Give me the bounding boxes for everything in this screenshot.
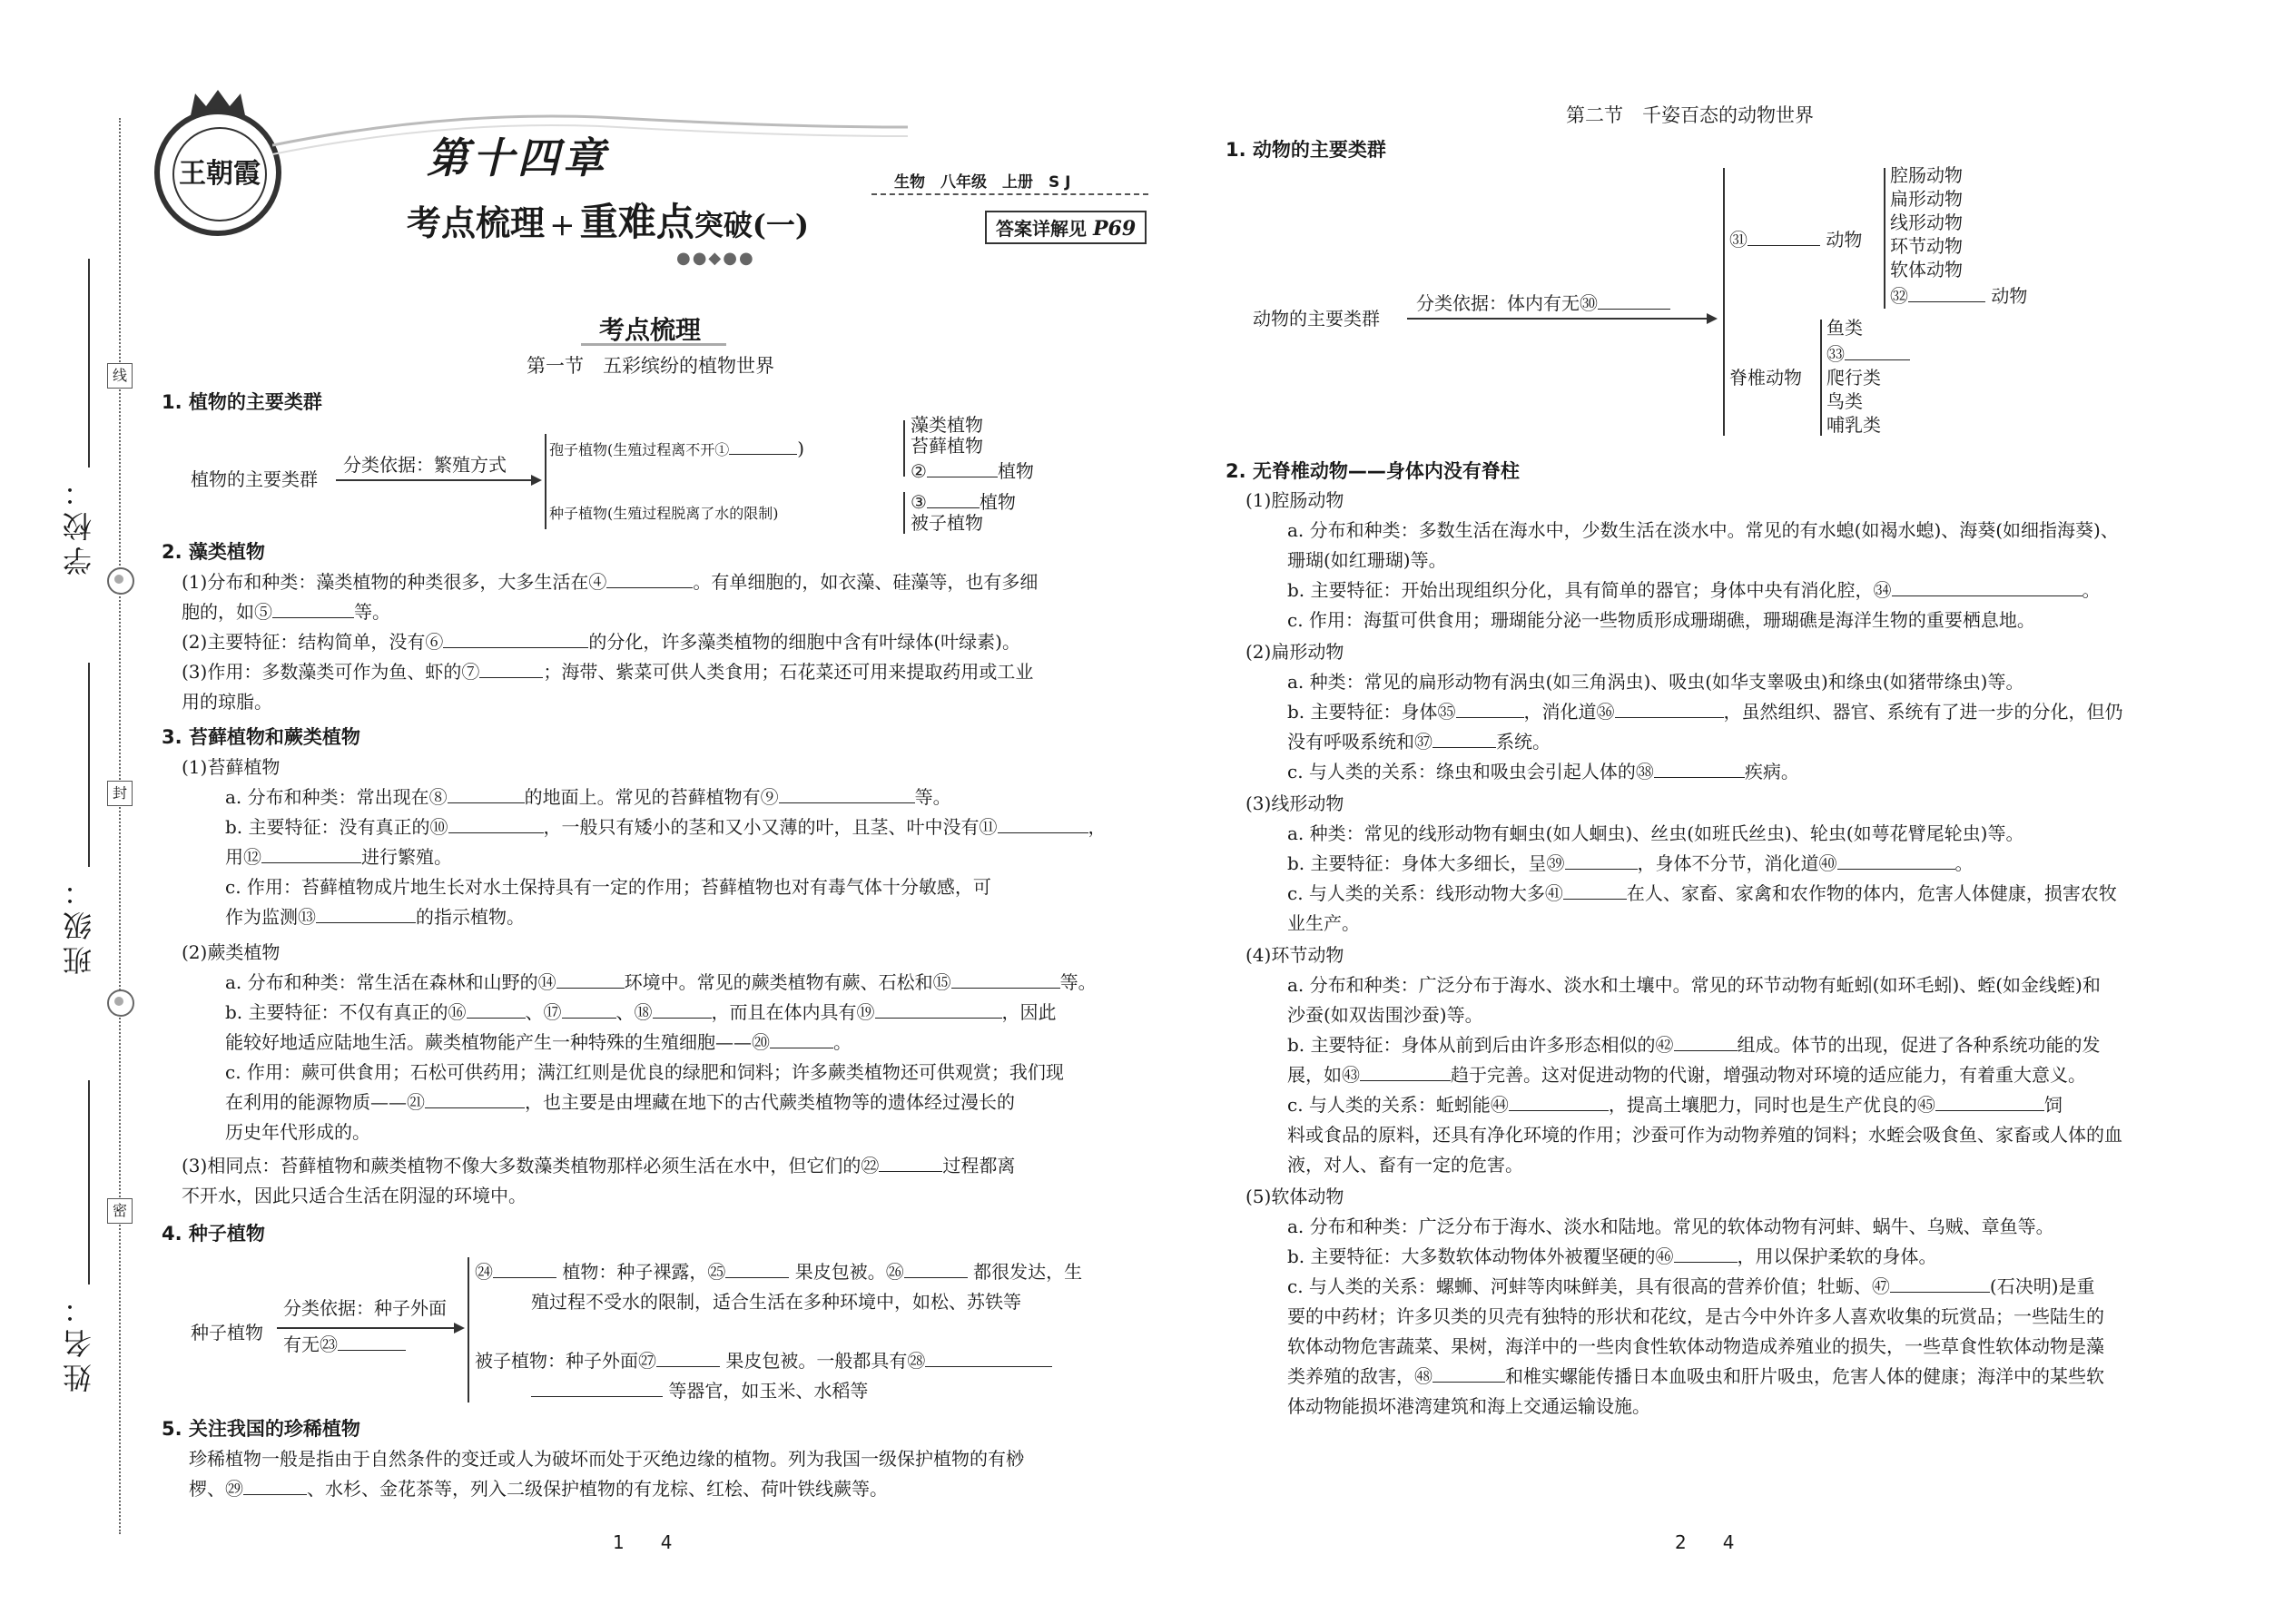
tree1-brace [545, 434, 546, 529]
tree1-seed-items: ③ 植物 被子植物 [911, 487, 1016, 534]
round-line-1: a. 种类：常见的线形动物有蛔虫(如人蛔虫)、丝虫(如班氏丝虫)、轮虫(如萼花臂尾轮虫)等。 [1287, 822, 2024, 844]
tree4-gym-1: ㉔ 植物：种子裸露，㉕ 果皮包被。㉖ 都很发达，生 [475, 1257, 1082, 1287]
coel-line-2: 珊瑚(如红珊瑚)等。 [1287, 549, 1447, 571]
heading-2: 2. 藻类植物 [162, 541, 265, 563]
answer-label: 答案详解见 [996, 218, 1087, 240]
heading-5: 5. 关注我国的珍稀植物 [162, 1418, 360, 1440]
flat-line-3: 没有呼吸系统和㊲ 系统。 [1287, 727, 1551, 757]
heading-3: 3. 苔藓植物和蕨类植物 [162, 726, 360, 748]
round-title: (3)线形动物 [1245, 792, 1344, 814]
tree-r-ver-items: 鱼类 ㉝ 爬行类 鸟类 哺乳类 [1826, 316, 1910, 437]
subtitle-b: 重难点 [579, 200, 694, 244]
algae-line-5: 用的琼脂。 [182, 691, 272, 713]
section-title: 考点梳理 [599, 315, 702, 345]
answer-page: P69 [1092, 217, 1137, 241]
class-line [88, 663, 90, 867]
ann-line-3: b. 主要特征：身体从前到后由许多形态相似的㊷ 组成。体节的出现，促进了各种系统功能的发 [1287, 1030, 2101, 1060]
name-label: 姓名： [62, 1289, 96, 1393]
cut-line [119, 118, 121, 1534]
fern-line-2: b. 主要特征：不仅有真正的⑯ 、⑰ 、⑱ ，而且在体内具有⑲ ，因此 [225, 998, 1057, 1028]
tree4-ang-2: 等器官，如玉米、水稻等 [531, 1376, 868, 1406]
tag-xian: 线 [107, 363, 133, 389]
dots-decoration: ●●◆●● [676, 249, 755, 268]
subtitle [407, 192, 809, 247]
sub-title: 第一节 五彩缤纷的植物世界 [527, 355, 774, 377]
brand-logo [154, 109, 281, 236]
tree4-arrow [277, 1327, 463, 1329]
moll-line-4: 要的中药材；许多贝类的贝壳有独特的形状和花纹，是古今中外许多人喜欢收集的玩赏品；一些陆生的 [1287, 1305, 2104, 1327]
fern-line-1: a. 分布和种类：常生活在森林和山野的⑭ 环境中。常见的蕨类植物有蕨、石松和⑮ 等。 [225, 968, 1097, 998]
school-line [88, 259, 90, 468]
tree4-brace [468, 1257, 469, 1403]
tree-r-arrow [1407, 318, 1716, 320]
subtitle-c: 突破(一) [694, 208, 810, 242]
algae-line-4: (3)作用：多数藻类可作为鱼、虾的⑦ ；海带、紫菜可供人类食用；石花菜还可用来提取药用或工业 [182, 657, 1033, 687]
page-number-right: 2 4 [1675, 1531, 1735, 1553]
ann-line-4: 展，如㊸ 趋于完善。这对促进动物的代谢，增强动物对环境的适应能力，有着重大意义。 [1287, 1060, 2086, 1090]
tree1-brace-seed [903, 492, 905, 534]
rare-line-2: 椤、㉙ 、水杉、金花茶等，列入二级保护植物的有龙棕、红桧、荷叶铁线蕨等。 [189, 1474, 888, 1504]
logo-text: 王朝霞 [172, 127, 267, 221]
tree4-ang-1: 被子植物：种子外面㉗ 果皮包被。一般都具有㉘ [475, 1346, 1052, 1376]
coel-line-1: a. 分布和种类：多数生活在海水中，少数生活在淡水中。常见的有水螅(如褐水螅)、海葵(如细指海葵)、 [1287, 519, 2119, 541]
ann-line-5: c. 与人类的关系：蚯蚓能㊹ ，提高土壤肥力，同时也是生产优良的㊺ 饲 [1287, 1090, 2063, 1120]
moll-title: (5)软体动物 [1245, 1186, 1344, 1207]
book-meta: 生物 八年级 上册 S J [894, 173, 1071, 192]
tree1-brace-spore [903, 420, 905, 477]
tree-r-ver: 脊椎动物 [1729, 367, 1802, 389]
tree1-spore-items: 藻类植物 苔藓植物 ② 植物 [911, 414, 1034, 482]
heading-r2: 2. 无脊椎动物——身体内没有脊柱 [1226, 460, 1520, 482]
tree-r-root: 动物的主要类群 [1253, 308, 1380, 330]
flat-line-2: b. 主要特征：身体㉟ ，消化道㊱ ，虽然组织、器官、系统有了进一步的分化，但仍 [1287, 697, 2123, 727]
tag-feng: 封 [107, 781, 133, 806]
round-line-3: c. 与人类的关系：线形动物大多㊶ 在人、家畜、家禽和农作物的体内，危害人体健康，损害农牧 [1287, 879, 2117, 909]
heading-4: 4. 种子植物 [162, 1223, 265, 1245]
common-line-1: (3)相同点：苔藓植物和蕨类植物不像大多数藻类植物那样必须生活在水中，但它们的㉒ 过程都离 [182, 1151, 1015, 1181]
subtitle-plus: + [549, 207, 576, 243]
rare-line-1: 珍稀植物一般是指由于自然条件的变迁或人为破坏而处于灭绝边缘的植物。列为我国一级保护植物的有桫 [189, 1448, 1024, 1470]
section-underline [581, 343, 726, 346]
tree1-seed: 种子植物(生殖过程脱离了水的限制) [549, 505, 779, 522]
meta-divider [871, 193, 1148, 195]
fern-line-3: 能较好地适应陆地生活。蕨类植物能产生一种特殊的生殖细胞——⑳ 。 [225, 1028, 852, 1058]
tree4-gym-2: 殖过程不受水的限制，适合生活在多种环境中，如松、苏铁等 [531, 1291, 1021, 1313]
page-number-left: 1 4 [613, 1531, 673, 1553]
heading-r1: 1. 动物的主要类群 [1226, 139, 1386, 161]
algae-line-3: (2)主要特征：结构简单，没有⑥ 的分化，许多藻类植物的细胞中含有叶绿体(叶绿素)。 [182, 627, 1020, 657]
ann-line-6: 料或食品的原料，还具有净化环境的作用；沙蚕可作为动物养殖的饲料；水蛭会吸食鱼、家畜或人体的血 [1287, 1124, 2122, 1146]
moll-line-3: c. 与人类的关系：螺蛳、河蚌等肉味鲜美，具有很高的营养价值；牡蛎、㊼ (石决明)是重 [1287, 1272, 2095, 1302]
tree-r-inv: ㉛ 动物 [1729, 225, 1862, 255]
tree1-arrow [336, 479, 540, 481]
flat-line-1: a. 种类：常见的扁形动物有涡虫(如三角涡虫)、吸虫(如华支睾吸虫)和绦虫(如猪带绦虫)等。 [1287, 671, 2024, 693]
moss-line-1: a. 分布和种类：常出现在⑧ 的地面上。常见的苔藓植物有⑨ 等。 [225, 782, 951, 812]
ann-line-1: a. 分布和种类：广泛分布于海水、淡水和土壤中。常见的环节动物有蚯蚓(如环毛蚓)、蛭(如金线蛭)和 [1287, 974, 2101, 996]
tree-r-brace [1723, 168, 1725, 436]
subtitle-a: 考点梳理 [407, 202, 546, 243]
tree-r-brace-inv [1884, 168, 1885, 309]
tag-mi: 密 [107, 1198, 133, 1224]
answer-ref [985, 211, 1147, 244]
fern-title: (2)蕨类植物 [182, 941, 281, 963]
flat-line-4: c. 与人类的关系：绦虫和吸虫会引起人体的㊳ 疾病。 [1287, 757, 1799, 787]
round-line-4: 业生产。 [1287, 912, 1360, 934]
moss-line-2: b. 主要特征：没有真正的⑩ ，一般只有矮小的茎和又小又薄的叶，且茎、叶中没有⑪ ， [225, 812, 1107, 842]
fern-line-6: 历史年代形成的。 [225, 1121, 370, 1143]
tree-r-inv-items: 腔肠动物 扁形动物 线形动物 环节动物 软体动物 ㉜ 动物 [1890, 164, 2028, 307]
moll-line-1: a. 分布和种类：广泛分布于海水、淡水和陆地。常见的软体动物有河蚌、蜗牛、乌贼、章鱼等。 [1287, 1216, 2054, 1237]
ann-line-2: 沙蚕(如双齿围沙蚕)等。 [1287, 1004, 1483, 1026]
tree4-root: 种子植物 [191, 1322, 263, 1343]
tree4-basis-2: 有无㉓ [283, 1330, 406, 1360]
ann-line-7: 液，对人、畜有一定的危害。 [1287, 1154, 1523, 1176]
school-label: 学校： [62, 472, 96, 576]
name-line [88, 1080, 90, 1284]
heading-1: 1. 植物的主要类群 [162, 391, 322, 413]
tree-r-basis: 分类依据：体内有无㉚ [1416, 289, 1670, 319]
tree1-spore: 孢子植物(生殖过程离不开① ) [549, 434, 804, 465]
tree1-root: 植物的主要类群 [191, 468, 318, 490]
tree4-basis-1: 分类依据：种子外面 [283, 1297, 447, 1319]
coel-title: (1)腔肠动物 [1245, 489, 1344, 511]
algae-line-2: 胞的，如⑤ 等。 [182, 597, 390, 627]
fern-line-5: 在利用的能源物质——㉑ ，也主要是由埋藏在地下的古代蕨类植物等的遗体经过漫长的 [225, 1088, 1015, 1117]
ann-title: (4)环节动物 [1245, 944, 1344, 966]
class-label: 班级： [62, 871, 96, 975]
moss-title: (1)苔藓植物 [182, 756, 281, 778]
chapter-title: 第十四章 [427, 133, 608, 182]
moll-line-6: 类养殖的敌害，㊽ 和椎实螺能传播日本血吸虫和肝片吸虫，危害人体的健康；海洋中的某些软 [1287, 1362, 2104, 1392]
tree-r-brace-ver [1820, 320, 1822, 436]
punch-hole [107, 567, 134, 595]
moll-line-5: 软体动物危害蔬菜、果树，海洋中的一些肉食性软体动物造成养殖业的损失，一些草食性软体动物是藻 [1287, 1335, 2104, 1357]
moll-line-2: b. 主要特征：大多数软体动物体外被覆坚硬的㊻ ，用以保护柔软的身体。 [1287, 1242, 1937, 1272]
moss-line-4: c. 作用：苔藓植物成片地生长对水土保持具有一定的作用；苔藓植物也对有毒气体十分敏感，可 [225, 876, 991, 898]
flat-title: (2)扁形动物 [1245, 641, 1344, 663]
coel-line-4: c. 作用：海蜇可供食用；珊瑚能分泌一些物质形成珊瑚礁，珊瑚礁是海洋生物的重要栖息地。 [1287, 609, 2035, 631]
moll-line-7: 体动物能损坏港湾建筑和海上交通运输设施。 [1287, 1395, 1650, 1417]
tree1-basis: 分类依据：繁殖方式 [343, 454, 507, 476]
coel-line-3: b. 主要特征：开始出现组织分化，具有简单的器官；身体中央有消化腔，㉞ 。 [1287, 576, 2101, 605]
fern-line-4: c. 作用：蕨可供食用；石松可供药用；满江红则是优良的绿肥和饲料；许多蕨类植物还可供观赏；我们现 [225, 1061, 1064, 1083]
round-line-2: b. 主要特征：身体大多细长，呈㊴ ，身体不分节，消化道㊵ 。 [1287, 849, 1974, 879]
algae-line-1: (1)分布和种类：藻类植物的种类很多，大多生活在④ 。有单细胞的，如衣藻、硅藻等，也有多细 [182, 567, 1038, 597]
moss-line-3: 用⑫ 进行繁殖。 [225, 842, 452, 872]
common-line-2: 不开水，因此只适合生活在阴湿的环境中。 [182, 1185, 527, 1206]
sub-title-right: 第二节 千姿百态的动物世界 [1566, 104, 1814, 126]
moss-line-5: 作为监测⑬ 的指示植物。 [225, 902, 525, 932]
punch-hole [107, 989, 134, 1017]
